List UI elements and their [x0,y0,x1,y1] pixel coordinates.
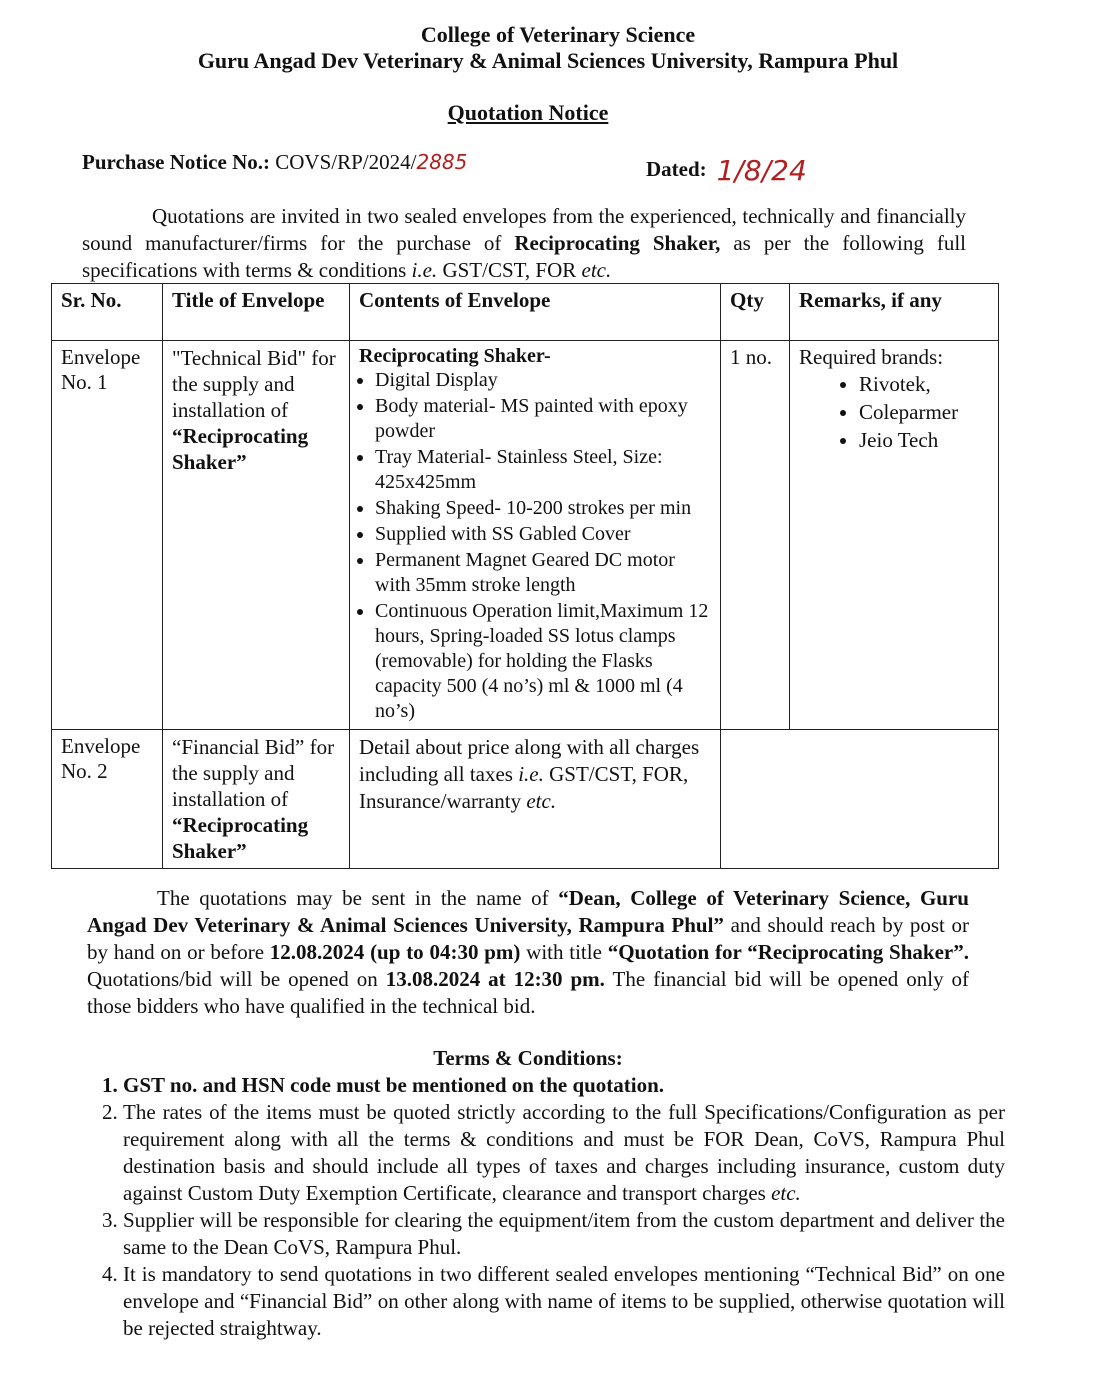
para-text-3: with title [520,940,608,964]
para-text-4: Quotations/bid will be opened on [87,967,386,991]
envelope-2-title-text: “Financial Bid” for the supply and installation of [172,735,335,811]
list-item: • Shaking Speed- 10-200 strokes per min [375,496,711,521]
envelope-2-title-item: “Reciprocating Shaker” [172,813,309,863]
para-title: “Quotation for “Reciprocating Shaker”. [607,940,969,964]
list-item: 3. Supplier will be responsible for clearing the equipment/item from the custom department and deliver the same to the Dean CoVS, Rampura Phul. [123,1207,1005,1261]
university-name: Guru Angad Dev Veterinary & Animal Sciences University, Rampura Phul [197,48,899,73]
spec-list [359,368,711,724]
header-sr-no: Sr. No. [52,284,163,341]
dated-label: Dated: [646,157,707,181]
header-title: Title of Envelope [163,284,350,341]
list-item: • Coleparmer [859,398,989,426]
list-item [123,1099,1005,1207]
para-deadline: 12.08.2024 (up to 04:30 pm) [269,940,521,964]
list-item: • Digital Display [375,368,711,393]
purchase-notice-line [82,150,467,175]
para-opening: 13.08.2024 at 12:30 pm. [385,967,605,991]
header-remarks: Remarks, if any [790,284,999,341]
dated-line [646,150,807,187]
envelope-2-empty [721,730,999,869]
spec-heading: Reciprocating Shaker- [359,345,551,367]
table-row [52,730,999,869]
envelope-1-title [163,341,350,730]
envelope-table [51,283,999,869]
envelope-2-contents [350,730,721,869]
envelope-2-title [163,730,350,869]
para-text-5: The financial bid will be opened only of those bidders who have qualified in the technical bid. [87,967,969,1018]
term-2-text: The rates of the items must be quoted strictly according to the full Specifications/Configuration as per requirement along with all the terms & conditions and must be FOR Dean, CoVS, Rampura Phul destination basis and should include all types of taxes and charges including insurance, custom duty against Custom Duty Exemption Certificate, clearance and transport charges [123,1100,1005,1205]
terms-heading: Terms & Conditions: [433,1046,623,1070]
intro-ie: i.e. [411,258,438,282]
detail-ie: i.e. [518,762,544,786]
remarks-label: Required brands: [799,345,944,369]
terms-list [87,1072,1005,1342]
submission-paragraph [87,885,969,1020]
intro-etc: etc. [581,258,612,282]
para-text-2: and should reach by post or by hand on or before [87,913,969,964]
purchase-notice-label: Purchase Notice No.: [82,150,270,174]
brands-list [799,370,989,454]
envelope-2-sr: Envelope No. 2 [52,730,163,869]
table-header-row [52,284,999,341]
intro-paragraph [82,203,966,284]
list-item: 1. GST no. and HSN code must be mentioned on the quotation. [123,1072,1005,1099]
para-dean-name: “Dean, College of Veterinary Science, Guru Angad Dev Veterinary & Animal Sciences University, Rampura Phul” [87,886,969,937]
list-item: • Continuous Operation limit,Maximum 12 hours, Spring-loaded SS lotus clamps (removable) for holding the Flasks capacity 500 (4 no’s) ml & 1000 ml (4 no’s) [375,599,711,724]
intro-text-3: GST/CST, FOR [437,258,582,282]
handwritten-notice-number: 2885 [416,150,468,174]
list-item: • Jeio Tech [859,426,989,454]
list-item: • Rivotek, [859,370,989,398]
notice-title: Quotation Notice [447,100,609,125]
envelope-1-title-item: “Reciprocating Shaker” [172,424,309,474]
envelope-1-remarks [790,341,999,730]
envelope-1-title-text: "Technical Bid" for the supply and installation of [172,346,336,422]
intro-item: Reciprocating Shaker, [514,231,721,255]
list-item: • Supplied with SS Gabled Cover [375,522,711,547]
list-item: • Tray Material- Stainless Steel, Size: 425x425mm [375,445,711,495]
table-row [52,341,999,730]
list-item: • Body material- MS painted with epoxy powder [375,394,711,444]
para-text: The quotations may be sent in the name of [157,886,559,910]
header-qty: Qty [721,284,790,341]
detail-text-2: GST/CST, FOR, Insurance/warranty [359,762,689,813]
envelope-1-qty: 1 no. [721,341,790,730]
list-item: 4. It is mandatory to send quotations in two different sealed envelopes mentioning “Technical Bid” on one envelope and “Financial Bid” on other along with name of items to be supplied, otherwise quotation will be rejected straightway. [123,1261,1005,1342]
detail-etc: etc. [526,789,557,813]
purchase-notice-number: COVS/RP/2024/ [275,150,417,174]
intro-text-2: as per the following full specifications with terms & conditions [82,231,967,282]
envelope-1-contents [350,341,721,730]
handwritten-date: 1/8/24 [716,154,807,187]
envelope-1-sr: Envelope No. 1 [52,341,163,730]
detail-text: Detail about price along with all charges including all taxes [359,735,700,786]
header-contents: Contents of Envelope [350,284,721,341]
intro-text: Quotations are invited in two sealed envelopes from the experienced, technically and financially sound manufacturer/firms for the purchase of [82,204,966,255]
term-2-etc: etc. [771,1181,801,1205]
list-item: • Permanent Magnet Geared DC motor with 35mm stroke length [375,548,711,598]
college-name: College of Veterinary Science [420,22,696,47]
